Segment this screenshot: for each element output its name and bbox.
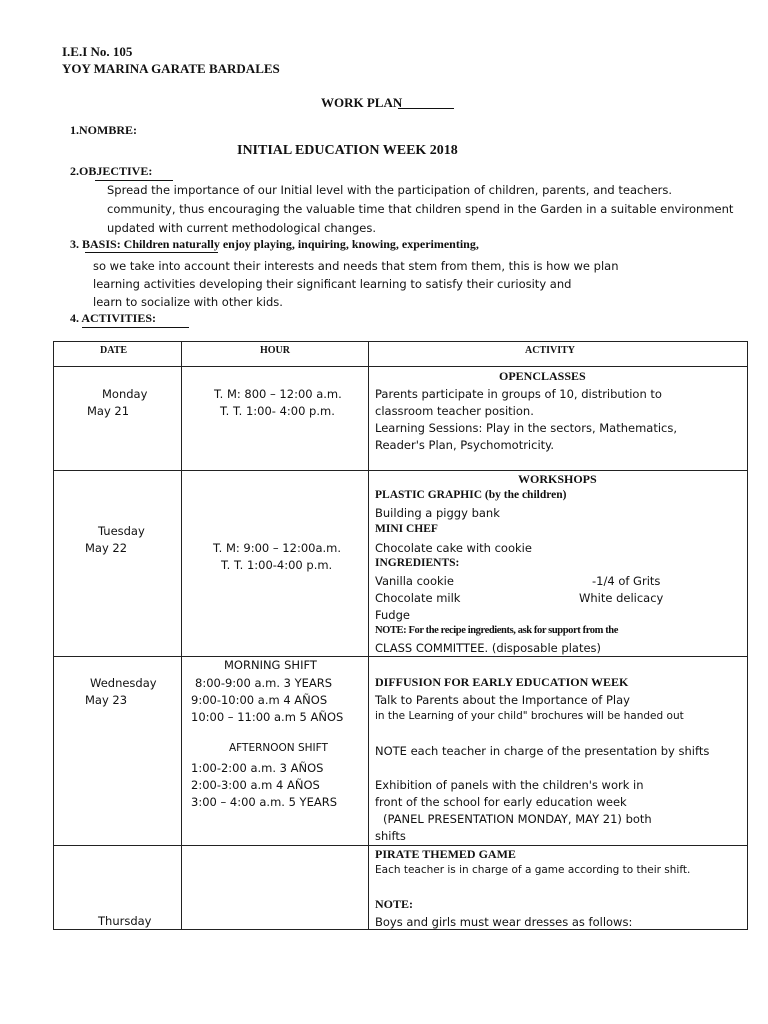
basis-line-3: learn to socialize with other kids. xyxy=(93,295,283,309)
morning-slot-1: 8:00-9:00 a.m. 3 YEARS xyxy=(195,676,333,690)
row2-hour-2: T. T. 1:00-4:00 p.m. xyxy=(221,558,333,572)
row2-date: May 22 xyxy=(85,541,128,555)
basis-line-1: so we take into account their interests and needs that stem from them, this is how we plan xyxy=(93,259,619,273)
row3-day: Wednesday xyxy=(90,676,157,690)
morning-slot-2: 9:00-10:00 a.m 4 AÑOS xyxy=(191,693,328,707)
row3-line-3: NOTE each teacher in charge of the presentation by shifts xyxy=(375,744,710,758)
row2-note: NOTE: For the recipe ingredients, ask for support from the xyxy=(375,625,618,636)
objective-line-1: Spread the importance of our Initial level with the participation of children, parents, and teachers. xyxy=(107,183,673,197)
ingredient-1: Vanilla cookie xyxy=(375,574,454,588)
afternoon-shift-label: AFTERNOON SHIFT xyxy=(229,742,328,754)
work-plan-title: WORK PLAN xyxy=(321,95,403,110)
school-name: I.E.I No. 105 xyxy=(62,44,133,59)
row2-ingredients-label: INGREDIENTS: xyxy=(375,557,460,569)
row3-line-2: in the Learning of your child" brochures will be handed out xyxy=(375,710,684,722)
row1-line-1: Parents participate in groups of 10, distribution to xyxy=(375,387,662,401)
row2-plastic-item: Building a piggy bank xyxy=(375,506,500,520)
row4-line-2: Boys and girls must wear dresses as follows: xyxy=(375,915,633,929)
row2-day: Tuesday xyxy=(98,524,145,538)
row2-chef-item: Chocolate cake with cookie xyxy=(375,541,532,555)
row2-note-2: CLASS COMMITTEE. (disposable plates) xyxy=(375,641,602,655)
row1-line-3: Learning Sessions: Play in the sectors, Mathematics, xyxy=(375,421,678,435)
header-hour: HOUR xyxy=(260,345,290,356)
row3-title: DIFFUSION FOR EARLY EDUCATION WEEK xyxy=(375,675,629,689)
basis-line-2: learning activities developing their significant learning to satisfy their curiosity and xyxy=(93,277,572,291)
objective-line-2: community, thus encouraging the valuable time that children spend in the Garden in a suitable environment xyxy=(107,202,734,216)
header-divider xyxy=(54,366,747,367)
activities-table xyxy=(53,341,748,930)
activities-label: 4. ACTIVITIES: xyxy=(70,311,157,325)
row3-date: May 23 xyxy=(85,693,128,707)
col-divider-1 xyxy=(181,342,182,929)
row4-note-label: NOTE: xyxy=(375,897,414,911)
row1-title: OPENCLASSES xyxy=(499,369,586,383)
objective-line-3: updated with current methodological changes. xyxy=(107,221,377,235)
ingredient-3: Chocolate milk xyxy=(375,591,461,605)
row4-line-1: Each teacher is in charge of a game according to their shift. xyxy=(375,864,691,876)
basis-heading: 3. BASIS: Children naturally enjoy playing, inquiring, knowing, experimenting, xyxy=(70,237,479,251)
row1-day: Monday xyxy=(102,387,148,401)
ingredient-4: White delicacy xyxy=(579,591,664,605)
event-title: INITIAL EDUCATION WEEK 2018 xyxy=(237,143,458,158)
row4-title: PIRATE THEMED GAME xyxy=(375,847,516,861)
ingredient-5: Fudge xyxy=(375,608,410,622)
nombre-label: 1.NOMBRE: xyxy=(70,123,137,137)
row1-line-2: classroom teacher position. xyxy=(375,404,534,418)
row-divider-2 xyxy=(54,656,747,657)
row1-hour-1: T. M: 800 – 12:00 a.m. xyxy=(214,387,342,401)
row3-line-5: front of the school for early education week xyxy=(375,795,627,809)
ingredient-2: -1/4 of Grits xyxy=(592,574,661,588)
row1-line-4: Reader's Plan, Psychomotricity. xyxy=(375,438,554,452)
row3-line-4: Exhibition of panels with the children's work in xyxy=(375,778,644,792)
col-divider-2 xyxy=(368,342,369,929)
row2-plastic-heading: PLASTIC GRAPHIC (by the children) xyxy=(375,489,567,501)
afternoon-slot-2: 2:00-3:00 a.m 4 AÑOS xyxy=(191,778,320,792)
row3-line-6: (PANEL PRESENTATION MONDAY, MAY 21) both xyxy=(383,812,652,826)
row1-date: May 21 xyxy=(87,404,130,418)
row-divider-3 xyxy=(54,845,747,846)
afternoon-slot-3: 3:00 – 4:00 a.m. 5 YEARS xyxy=(191,795,338,809)
header-activity: ACTIVITY xyxy=(525,345,576,356)
row2-chef-heading: MINI CHEF xyxy=(375,523,438,535)
basis-underline xyxy=(85,252,218,253)
row4-day: Thursday xyxy=(98,914,152,928)
work-plan-underline xyxy=(398,108,454,109)
header-date: DATE xyxy=(100,345,128,356)
afternoon-slot-1: 1:00-2:00 a.m. 3 AÑOS xyxy=(191,761,324,775)
row3-line-7: shifts xyxy=(375,829,406,843)
row2-hour-1: T. M: 9:00 – 12:00a.m. xyxy=(213,541,342,555)
objective-underline xyxy=(95,180,173,181)
row-divider-1 xyxy=(54,470,747,471)
row1-hour-2: T. T. 1:00- 4:00 p.m. xyxy=(220,404,335,418)
director-name: YOY MARINA GARATE BARDALES xyxy=(62,61,280,76)
activities-underline xyxy=(82,327,189,328)
morning-slot-3: 10:00 – 11:00 a.m 5 AÑOS xyxy=(191,710,344,724)
morning-shift-label: MORNING SHIFT xyxy=(224,658,317,672)
row2-title: WORKSHOPS xyxy=(518,472,597,486)
row3-line-1: Talk to Parents about the Importance of Play xyxy=(375,693,630,707)
objective-label: 2.OBJECTIVE: xyxy=(70,164,153,178)
